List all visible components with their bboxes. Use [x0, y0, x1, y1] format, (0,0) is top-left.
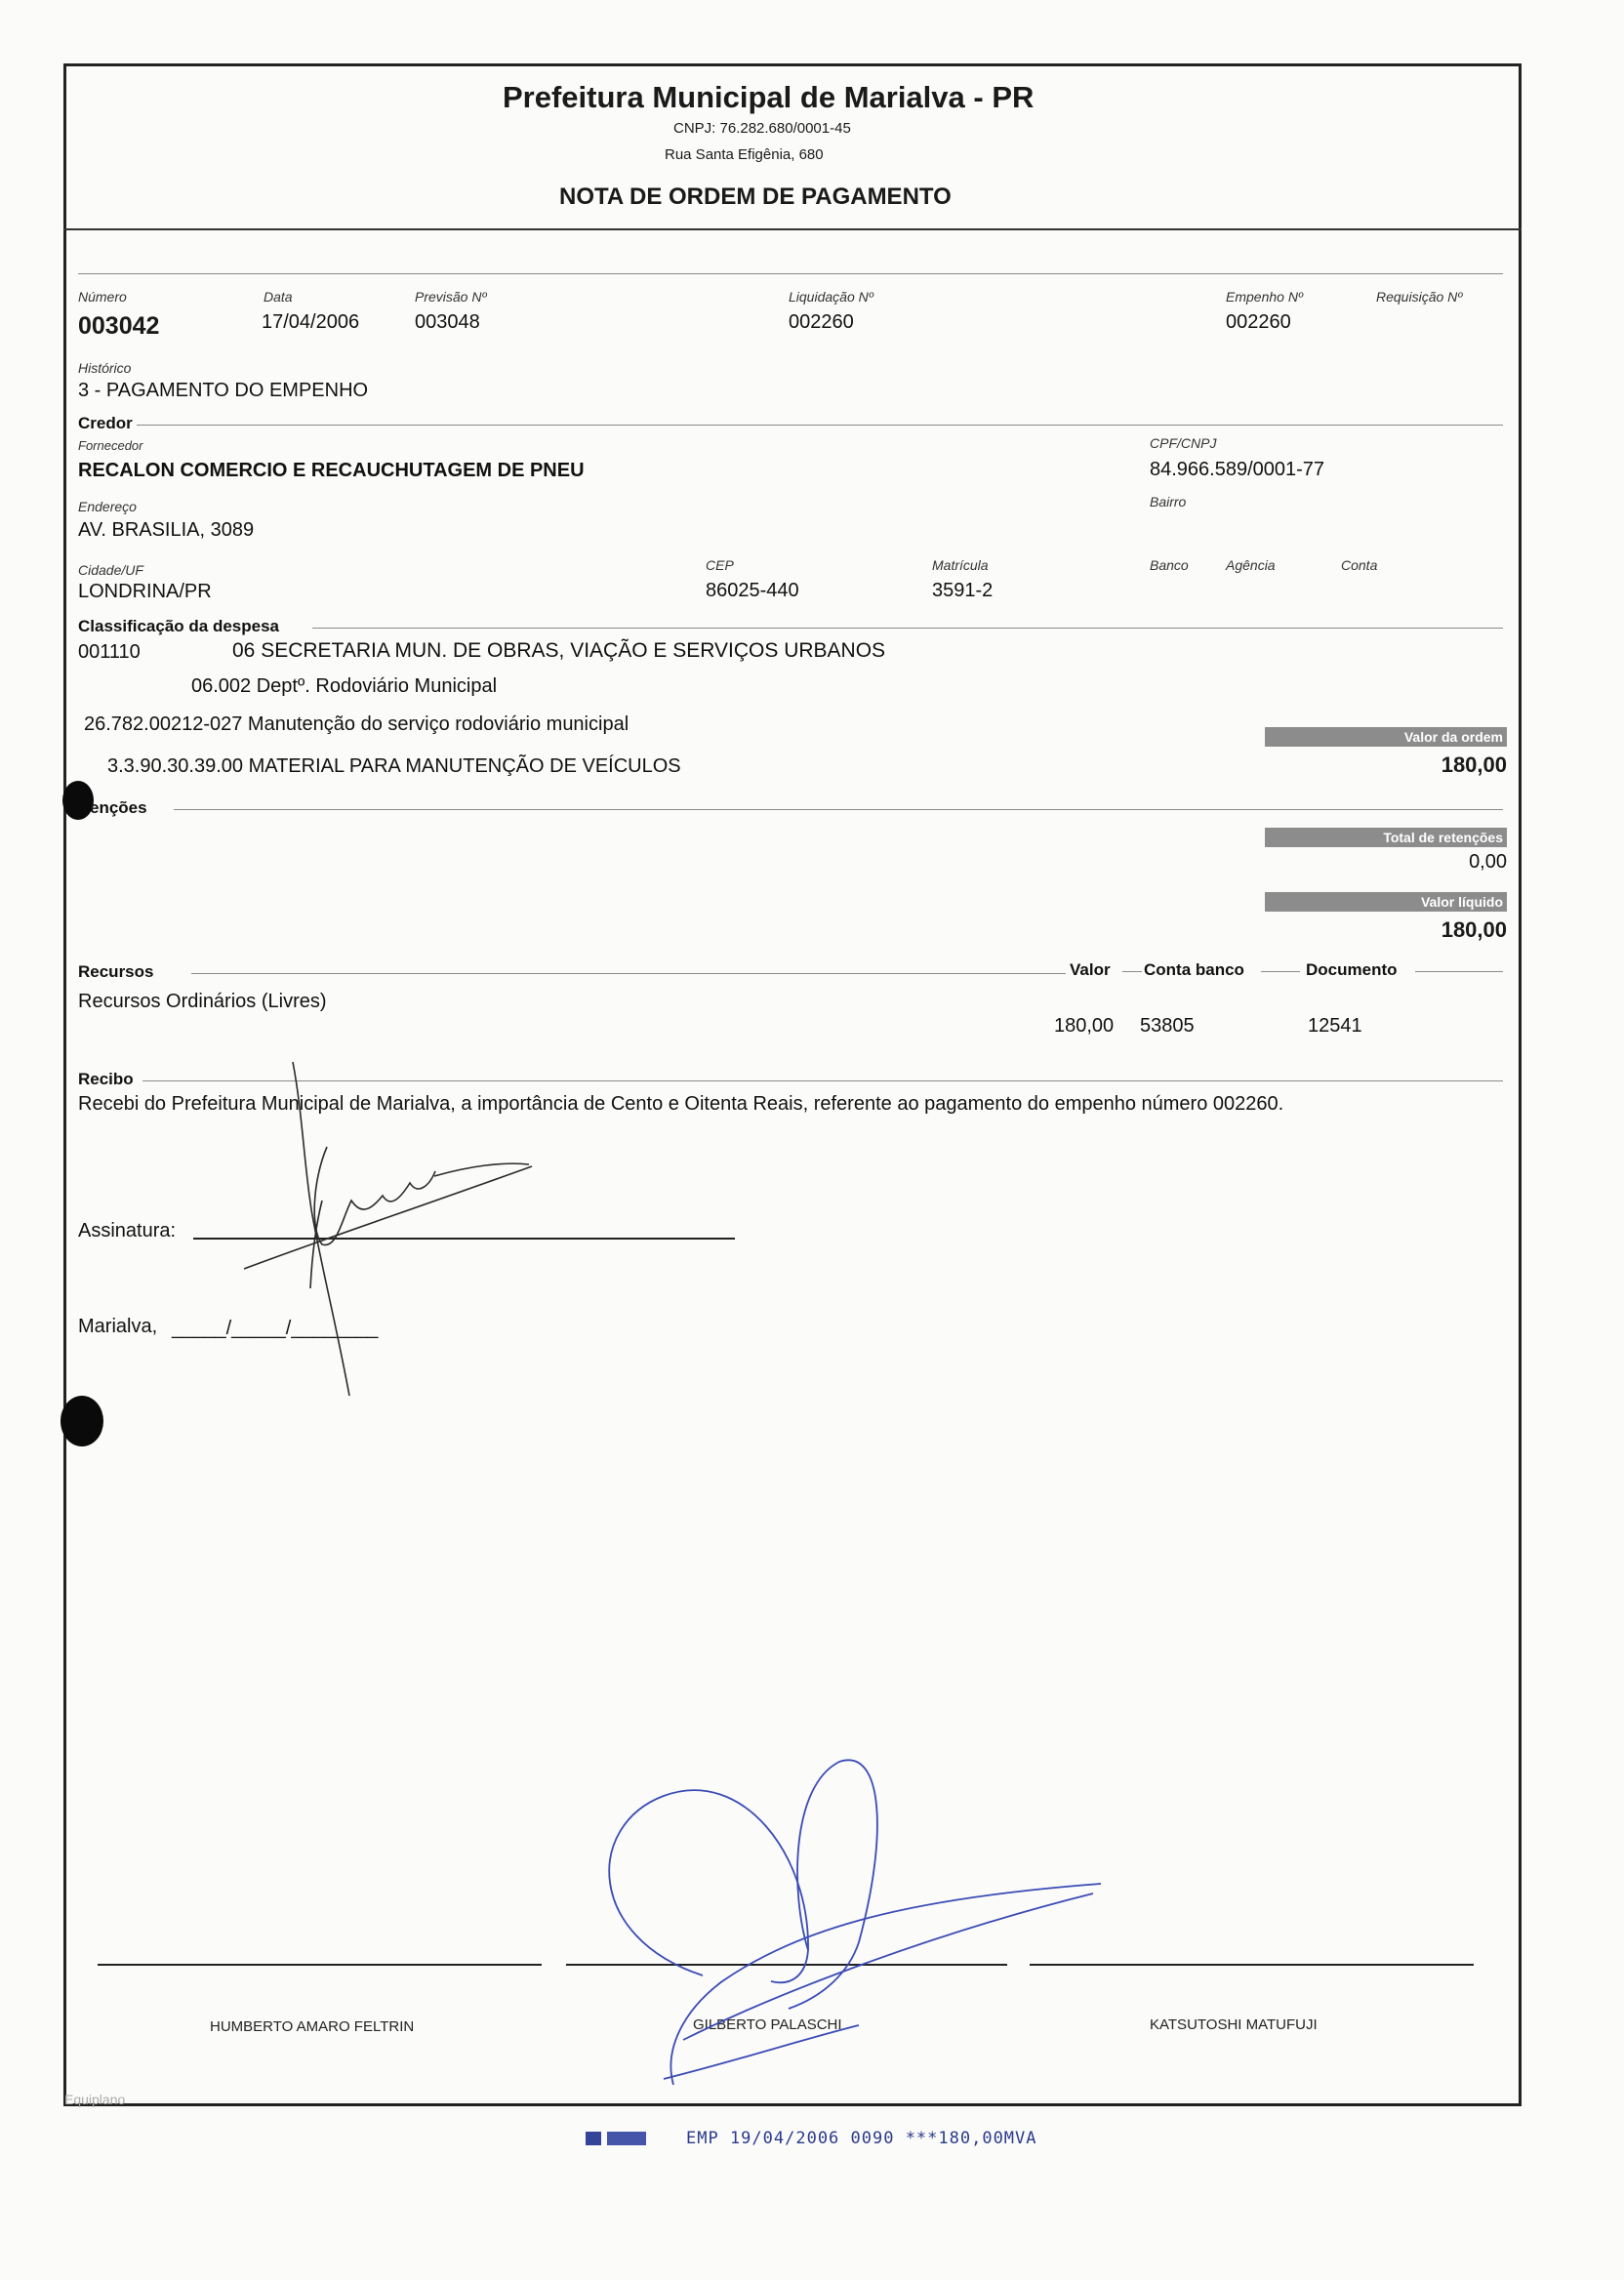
recursos-section: Recursos: [78, 962, 154, 981]
signatory-3: KATSUTOSHI MATUFUJI: [1150, 2016, 1318, 2033]
requisicao-label: Requisição Nº: [1376, 289, 1463, 305]
recursos-conta-label: Conta banco: [1144, 960, 1244, 979]
local-label: Marialva,: [78, 1316, 158, 1337]
valor-ordem-value: 180,00: [1441, 753, 1507, 777]
secretaria-text: 06 SECRETARIA MUN. DE OBRAS, VIAÇÃO E SERVIÇOS URBANOS: [232, 639, 886, 662]
cidade-label: Cidade/UF: [78, 562, 143, 578]
cpf-label: CPF/CNPJ: [1150, 435, 1217, 451]
historico-label: Histórico: [78, 360, 132, 376]
credor-section: Credor: [78, 414, 133, 432]
retencoes-section: enções: [90, 798, 147, 817]
recibo-texto: Recebi do Prefeitura Municipal de Marialva, a importância de Cento e Oitenta Reais, referente ao pagamento do empenho número 002260.: [78, 1093, 1284, 1115]
matricula-value: 3591-2: [932, 580, 994, 601]
assinatura-label: Assinatura:: [78, 1220, 177, 1242]
recursos-documento-label: Documento: [1306, 960, 1398, 979]
previsao-label: Previsão Nº: [415, 289, 487, 305]
endereco-value: AV. BRASILIA, 3089: [78, 519, 255, 541]
classificacao-section: Classificação da despesa: [78, 617, 280, 635]
valor-liquido-label: Valor líquido: [1265, 892, 1507, 912]
data-label: Data: [264, 289, 293, 305]
recibo-section: Recibo: [78, 1070, 134, 1088]
doc-title: NOTA DE ORDEM DE PAGAMENTO: [559, 183, 952, 210]
empenho-label: Empenho Nº: [1226, 289, 1304, 305]
address-text: Rua Santa Efigênia, 680: [665, 146, 824, 163]
endereco-label: Endereço: [78, 499, 137, 514]
cep-label: CEP: [706, 557, 734, 573]
software-label: Equiplano: [64, 2092, 126, 2107]
cep-value: 86025-440: [706, 580, 799, 601]
agencia-label: Agência: [1226, 557, 1276, 573]
dept-text: 06.002 Deptº. Rodoviário Municipal: [191, 675, 498, 697]
valor-liquido-value: 180,00: [1441, 917, 1507, 942]
programa-text: 26.782.00212-027 Manutenção do serviço rodoviário municipal: [84, 713, 629, 735]
recursos-descricao: Recursos Ordinários (Livres): [78, 991, 327, 1012]
data-value: 17/04/2006: [262, 311, 360, 333]
historico-value: 3 - PAGAMENTO DO EMPENHO: [78, 380, 369, 401]
fornecedor-label: Fornecedor: [78, 438, 143, 453]
palaschi-signature: [609, 1760, 1101, 2085]
empenho-value: 002260: [1226, 311, 1291, 333]
total-retencoes-label: Total de retenções: [1265, 828, 1507, 847]
conta-label: Conta: [1341, 557, 1378, 573]
cpf-value: 84.966.589/0001-77: [1150, 459, 1325, 480]
valor-ordem-label: Valor da ordem: [1265, 727, 1507, 747]
fornecedor-value: RECALON COMERCIO E RECAUCHUTAGEM DE PNEU: [78, 460, 585, 481]
previsao-value: 003048: [415, 311, 480, 333]
receipt-signature: [244, 1062, 532, 1396]
total-retencoes-value: 0,00: [1469, 851, 1507, 873]
date-blanks: _____/_____/________: [172, 1318, 379, 1339]
cnpj-text: CNPJ: 76.282.680/0001-45: [673, 120, 851, 137]
banco-label: Banco: [1150, 557, 1189, 573]
mechanical-stamp: EMP 19/04/2006 0090 ***180,00MVA: [686, 2129, 1037, 2148]
liquidacao-value: 002260: [789, 311, 854, 333]
matricula-label: Matrícula: [932, 557, 989, 573]
recursos-valor-label: Valor: [1070, 960, 1111, 979]
liquidacao-label: Liquidação Nº: [789, 289, 873, 305]
page-title: Prefeitura Municipal de Marialva - PR: [503, 80, 1035, 114]
recursos-documento: 12541: [1308, 1015, 1362, 1037]
elemento-text: 3.3.90.30.39.00 MATERIAL PARA MANUTENÇÃO DE VEÍCULOS: [107, 755, 681, 777]
recursos-conta: 53805: [1140, 1015, 1195, 1037]
bairro-label: Bairro: [1150, 494, 1187, 509]
cidade-value: LONDRINA/PR: [78, 581, 212, 602]
classificacao-code: 001110: [78, 641, 141, 663]
numero-label: Número: [78, 289, 127, 305]
recursos-valor: 180,00: [1054, 1015, 1115, 1037]
numero-value: 003042: [78, 312, 160, 340]
signatory-1: HUMBERTO AMARO FELTRIN: [210, 2018, 415, 2035]
signatory-2: GILBERTO PALASCHI: [693, 2016, 842, 2033]
